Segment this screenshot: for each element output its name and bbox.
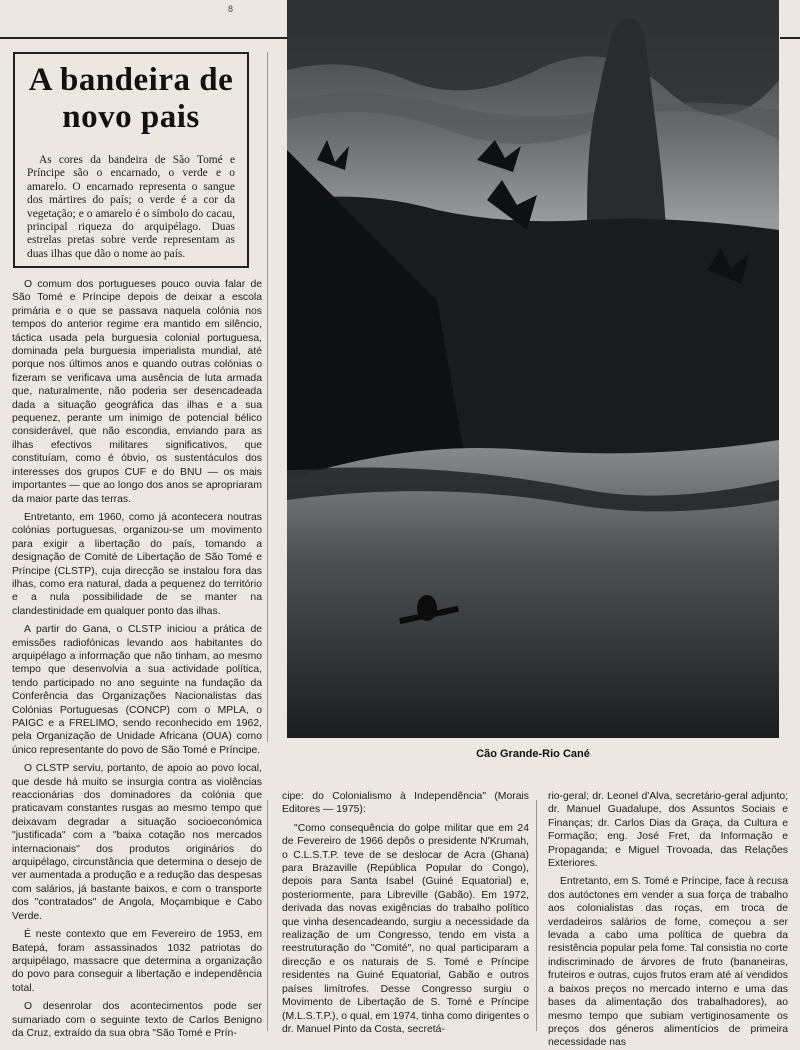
paragraph: rio-geral; dr. Leonel d'Alva, secretário-geral adjunto; dr. Manuel Guadalupe, dos Assuntos Sociais e Finanças; dr. Carlos Dias da Graça, da Cultura e Formação; eng. José Fret, da Informação e Propaganda; e Miguel Trovoada, das Relações Exteriores. [548, 791, 788, 870]
top-rule-right [780, 37, 800, 39]
article-intro: As cores da bandeira de São Tomé e Príncipe são o encarnado, o verde e o amarelo. O encarnado representa o sangue dos mártires do país; o verde é a cor da vegetação; e o amarelo é o símbolo do cacau, principal riqueza do arquipélago. Duas estrelas pretas sobre verde representam as duas ilhas que dão o nome ao país. [27, 154, 235, 260]
photo-caption: Cão Grande-Rio Cané [476, 748, 590, 760]
paragraph: Entretanto, em 1960, como já acontecera noutras colónias portuguesas, organizou-se um movimento para exigir a libertação do país, tomando a designação de Comité de Libertação de São Tomé e Príncipe (CLSTP), cuja direcção se instalou fora das ilhas, como era natural, dada a pequenez do território e a nula possibilidade de se manter na clandestinidade em qualquer ponto das ilhas. [12, 511, 262, 617]
article-column-3 [548, 790, 788, 1049]
paragraph: O desenrolar dos acontecimentos pode ser sumariado com o seguinte texto de Carlos Benigno da Cruz, extraído da sua obra "São Tomé e Prín- [12, 1001, 262, 1039]
headline-box [13, 52, 249, 268]
article-column-2 [282, 790, 530, 1035]
article-title: A bandeira de novo pais [28, 62, 234, 135]
paragraph: O comum dos portugueses pouco ouvia falar de São Tomé e Príncipe depois de deixar a escola primária e o que se passava naquela colónia nos tempos do anterior regime era mantido em silêncio, táctica usada pela burguesia colonial portuguesa, dominada pela burguesia imperialista mundial, até porque nos últimos anos e quando outras colónias o fizeram se verificava uma ausência de luta armada que, naturalmente, não poderia ser desencadeada dada a situação geográfica das ilhas e a sua pequenez, perante um inimigo de potencial bélico considerável, que não escondia, enviando para as ilhas efectivos militares significativos, que constituíam, como é óbvio, os sustentáculos dos interesses dos grupos CUF e do BNU — os mais importantes — que ao longo dos anos se apropriaram da maior parte das terras. [12, 279, 262, 505]
paragraph: "Como consequência do golpe militar que em 24 de Fevereiro de 1966 depôs o presidente N'Krumah, o C.L.S.T.P. teve de se deslocar de Acra (Ghana) para Brazaville (República Popular do Congo), depois para Santa Isabel (Guiné Equatorial) e, posteriormente, para Libreville (Gabão). Em 1972, derivada das novas exigências do trabalho político que vinha desencadeando, surgiu a necessidade da realização de um Congresso, tendo em vista a reestruturação do "Comité", no qual participaram a direcção e os naturais de S. Tomé e Príncipe residentes na Guiné Equatorial, Gabão e outros países limítrofes. Desse Congresso surgiu o Movimento de Libertação de S. Tomé e Príncipe (M.L.S.T.P.), o qual, em 1974, tinha como dirigentes o dr. Manuel Pinto da Costa, secretá- [282, 822, 530, 1035]
paragraph: Entretanto, em S. Tomé e Príncipe, face à recusa dos autóctones em vender a sua força de trabalho aos colonialistas das roças, em troca de verdadeiros salários de fome, começou a ser levada a cabo uma política de quebra da resistência popular pela fome. Tal consistia no corte indiscriminado de árvores de fruto (bananeiras, fruteiros e outras, cujos frutos eram até aí vendidos a baixos preços no mercado interno e uma das bases da alimentação dos trabalhadores), ao mesmo tempo que subiam vertiginosamente os preços dos géneros alimentícios de primeira necessidade nas [548, 876, 788, 1049]
column-divider-lower [267, 800, 268, 1031]
article-column-1 [12, 278, 262, 1039]
column-divider-lower-right [536, 800, 537, 1031]
paragraph: O CLSTP serviu, portanto, de apoio ao povo local, que desde há muito se insurgia contra as violências reaccionárias dos dominadores da colónia que praticavam constantes rusgas ao mesmo tempo que deixavam degradar a situação socioeconómica "justificada" com a "baixa cotação nos mercados internacionais" dos produtos originários do arquipélago, circunstância que determina o desejo de ver aumentada a produção e a redução das despesas com salários, já bastante baixos, e com o transporte dos "contratados" de Angola, Moçambique e Cabo Verde. [12, 763, 262, 922]
paragraph: É neste contexto que em Fevereiro de 1953, em Batepá, foram assassinados 1032 patriotas do arquipélago, massacre que determina a organização do povo para conseguir a libertação e independência total. [12, 929, 262, 994]
landscape-photo-image [287, 0, 779, 738]
paragraph: A partir do Gana, o CLSTP iniciou a prática de emissões radiofónicas levando aos habitantes do arquipélago a informação que não tinham, ao mesmo tempo que desenvolvia a sua actividade política, tendo participado no ano seguinte na fundação da Conferência das Organizações Nacionalistas das Colónias Portuguesas (CONCP) com o MPLA, o PAIGC e a FRELIMO, sendo reconhecido em 1962, pela Organização de Unidade Africana (OUA) como único representante do povo de São Tomé e Príncipe. [12, 624, 262, 756]
top-rule [0, 37, 290, 39]
paragraph: cipe: do Colonialismo à Independência" (Morais Editores — 1975): [282, 791, 529, 816]
column-divider [267, 52, 268, 742]
page-number: 8 [228, 4, 234, 14]
landscape-photo [287, 0, 779, 738]
